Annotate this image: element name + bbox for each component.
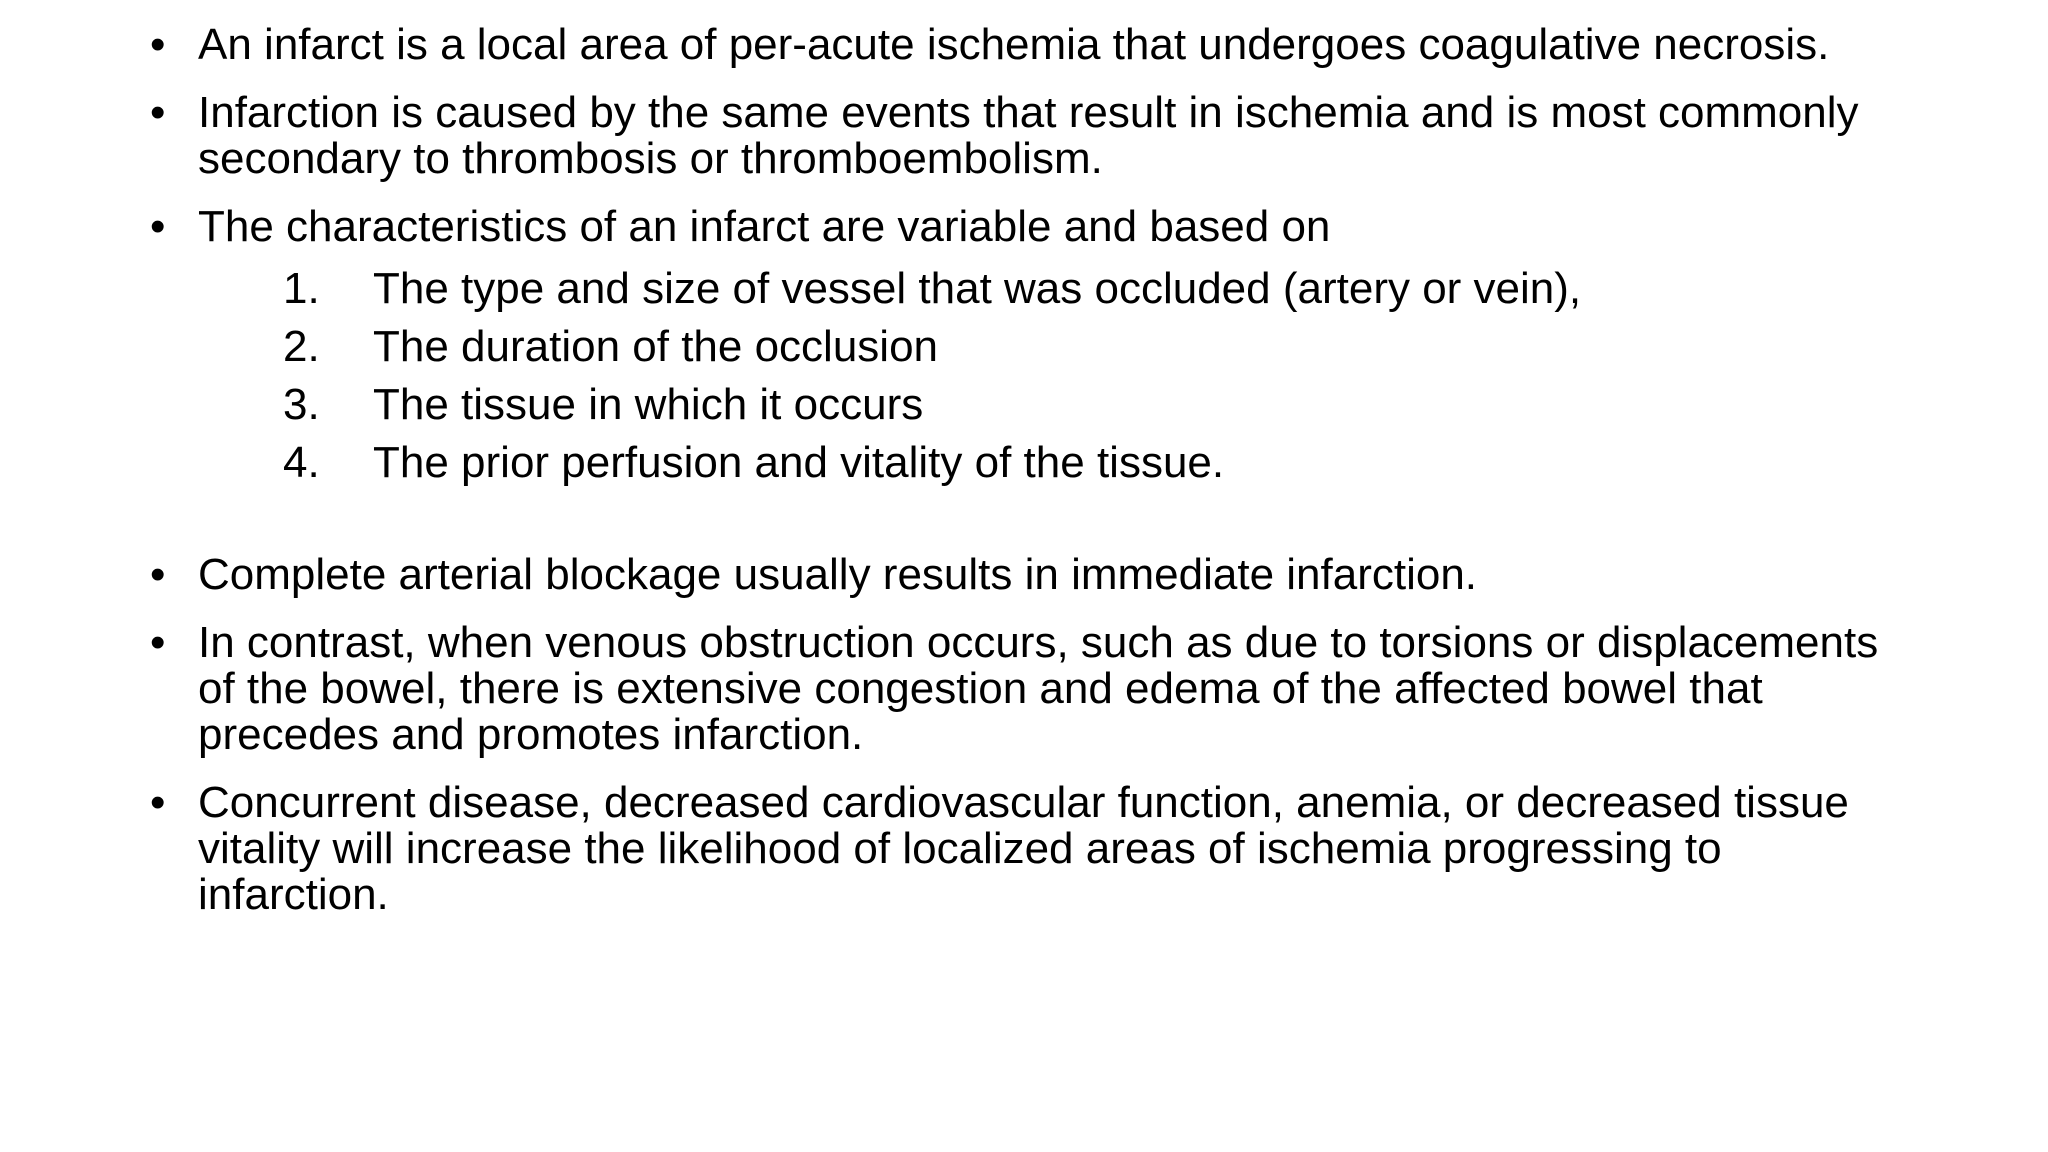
bullet-icon: • <box>150 550 166 599</box>
bullet-text: Infarction is caused by the same events that result in ischemia and is most commonly secondary to thrombosis or thromboembolism. <box>198 88 1859 183</box>
bullet-text: Concurrent disease, decreased cardiovascular function, anemia, or decreased tissue vitality will increase the likelihood of localized areas of ischemia progressing to infarction. <box>198 778 1849 919</box>
bullet-text: The characteristics of an infarct are variable and based on <box>198 202 1331 251</box>
bullet-icon: • <box>150 88 166 137</box>
numbered-item <box>198 376 1910 434</box>
bullet-item <box>150 620 1910 758</box>
bullet-text: In contrast, when venous obstruction occurs, such as due to torsions or displacements of the bowel, there is extensive congestion and edema of the affected bowel that precedes and promotes infarction. <box>198 618 1879 759</box>
numbered-text: The type and size of vessel that was occluded (artery or vein), <box>373 264 1582 313</box>
bullet-icon: • <box>150 778 166 827</box>
numbered-item <box>198 260 1910 318</box>
numbered-item <box>198 318 1910 376</box>
bullet-list-top <box>150 22 1910 492</box>
bullet-item <box>150 22 1910 68</box>
numbered-text: The prior perfusion and vitality of the tissue. <box>373 438 1225 487</box>
bullet-text: An infarct is a local area of per-acute ischemia that undergoes coagulative necrosis. <box>198 20 1830 69</box>
bullet-item <box>150 780 1910 918</box>
bullet-item <box>150 90 1910 182</box>
number-label: 4. <box>283 438 320 487</box>
section-spacer <box>150 492 1910 552</box>
bullet-icon: • <box>150 618 166 667</box>
bullet-icon: • <box>150 20 166 69</box>
numbered-item <box>198 434 1910 492</box>
number-label: 1. <box>283 264 320 313</box>
slide-body <box>150 22 1910 940</box>
number-label: 3. <box>283 380 320 429</box>
number-label: 2. <box>283 322 320 371</box>
bullet-item <box>150 552 1910 598</box>
numbered-text: The duration of the occlusion <box>373 322 939 371</box>
bullet-text: Complete arterial blockage usually results in immediate infarction. <box>198 550 1478 599</box>
numbered-list <box>198 260 1910 492</box>
bullet-item <box>150 204 1910 492</box>
bullet-icon: • <box>150 202 166 251</box>
numbered-text: The tissue in which it occurs <box>373 380 924 429</box>
bullet-list-bottom <box>150 552 1910 918</box>
